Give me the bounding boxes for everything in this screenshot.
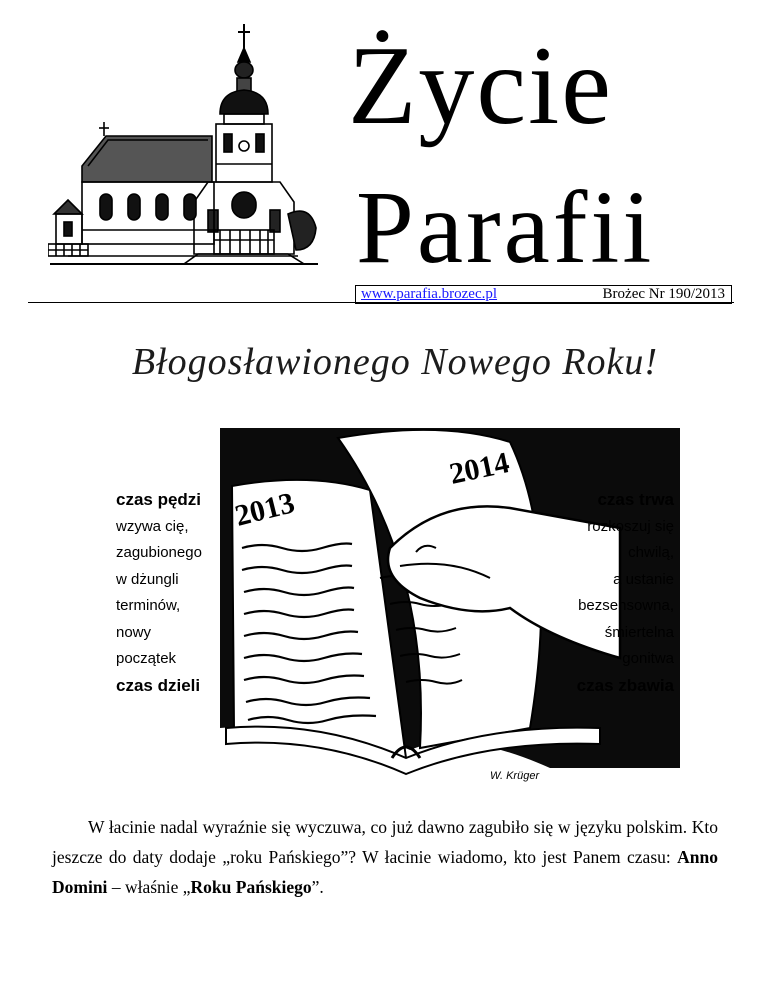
greeting-heading: Błogosławionego Nowego Roku! [131, 341, 659, 383]
right-poem-line: rozkoszuj się [587, 517, 674, 535]
article-paragraph [52, 812, 718, 902]
info-box [355, 285, 732, 304]
title-parafii: Parafii [356, 170, 655, 285]
left-poem [116, 487, 236, 699]
year-old-label: 2013 [231, 486, 298, 533]
body-text-3: ”. [311, 877, 324, 897]
right-poem-line: czas trwa [597, 490, 674, 509]
left-poem-line: czas dzieli [116, 675, 201, 695]
left-poem-line: terminów, [116, 597, 181, 614]
body-bold-2: Roku Pańskiego [190, 877, 312, 897]
artist-signature: W. Krüger [490, 770, 540, 782]
issue-number: Brożec Nr 190/2013 [602, 286, 725, 302]
right-poem-line: czas zbawia [576, 675, 674, 695]
right-poem-line: gonitwa [622, 650, 674, 667]
title-zycie: Życie [348, 24, 613, 148]
year-new-label: 2014 [446, 446, 513, 491]
right-poem [540, 487, 674, 699]
left-poem-line: wzywa cię, [116, 517, 189, 535]
left-poem-line: zagubionego [116, 544, 202, 561]
left-poem-line: początek [116, 650, 177, 667]
church-illustration [48, 18, 320, 270]
body-text-2: – właśnie „ [107, 877, 191, 897]
right-poem-line: chwilą, [628, 544, 674, 561]
left-poem-line: czas pędzi [116, 490, 202, 509]
body-bold-1: Anno Domini [52, 847, 718, 897]
right-poem-line: bezsensowna, [578, 597, 674, 614]
body-text-1: W łacinie nadal wyraźnie się wyczuwa, co już dawno zagubiło się w języku polskim. Kto jeszcze do daty dodaje „roku Pańskiego”? W łacinie wiadomo, kto jest Panem czasu: [52, 817, 718, 867]
left-poem-line: nowy [116, 623, 152, 641]
left-poem-line: w dżungli [116, 570, 179, 588]
article-body [52, 812, 718, 902]
website-link[interactable]: www.parafia.brozec.pl [361, 286, 498, 302]
right-poem-line: a ustanie [613, 570, 674, 588]
right-poem-line: śmiertelna [604, 623, 674, 641]
